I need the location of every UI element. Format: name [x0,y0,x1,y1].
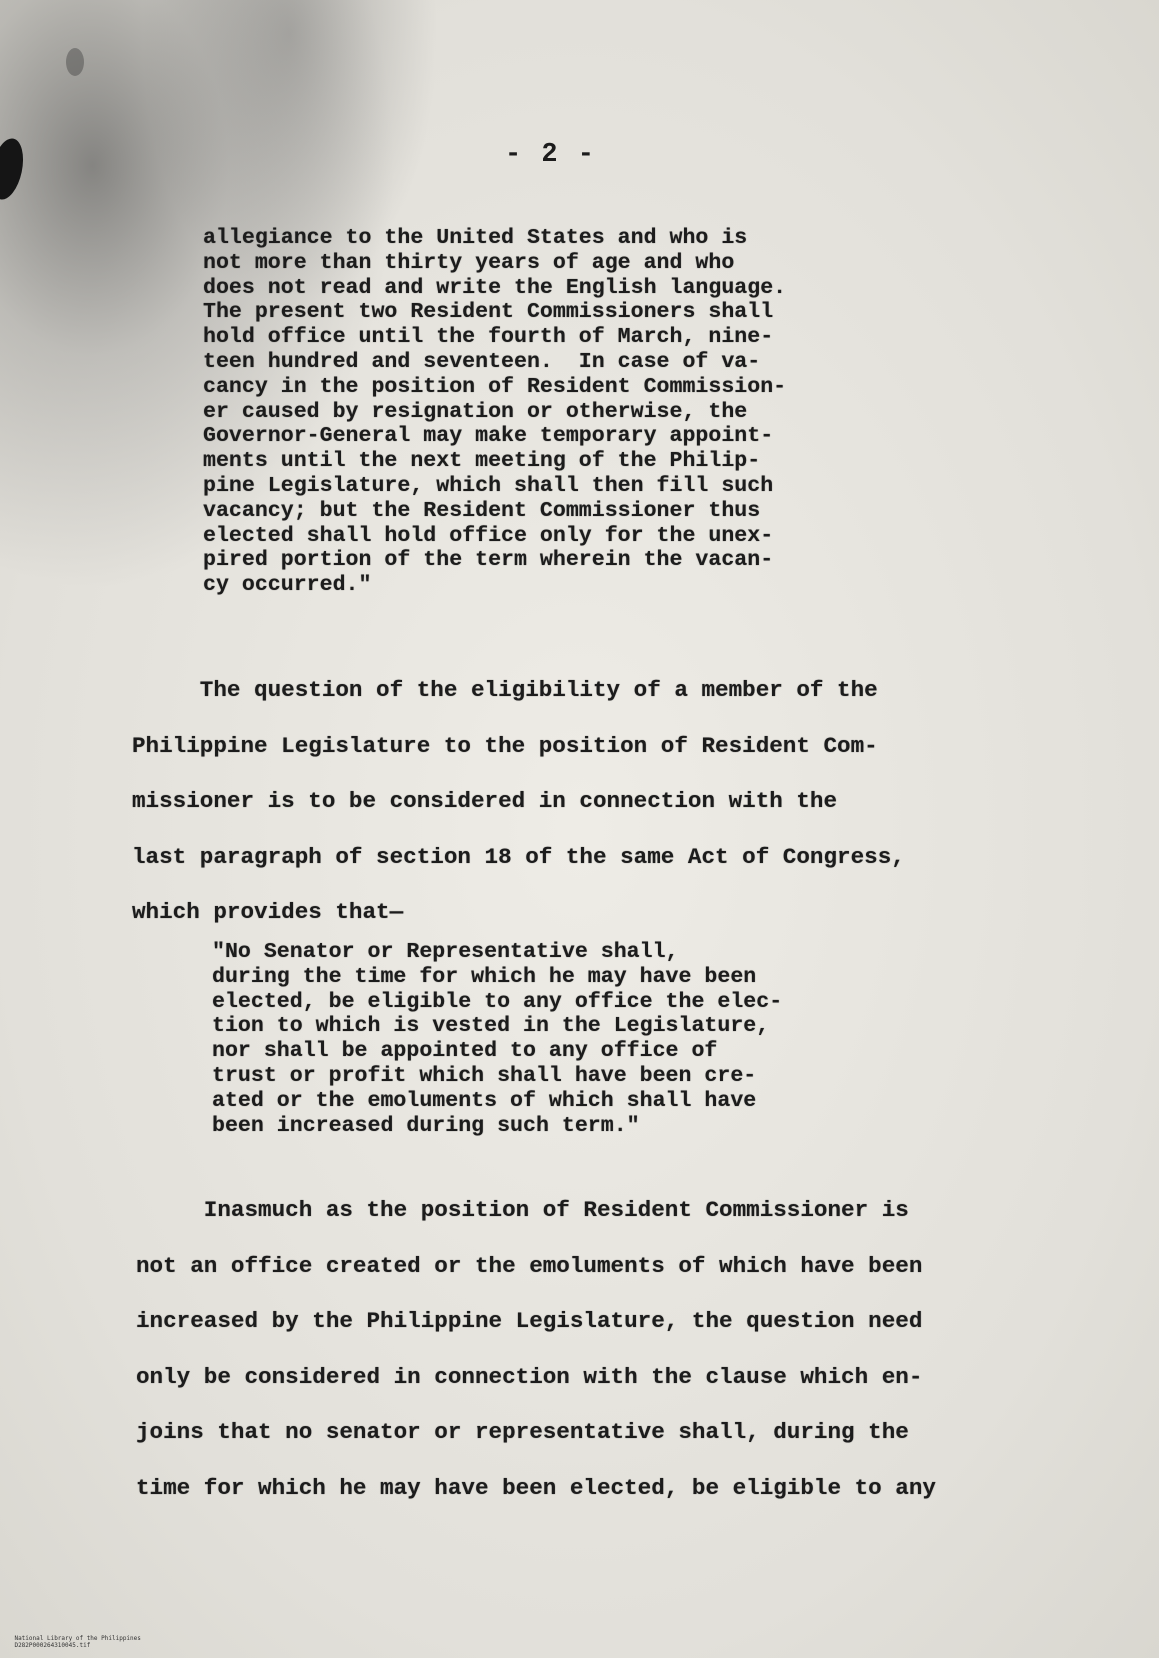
text-line: Philippine Legislature to the position of Resident Com- [132,732,878,759]
text-line: hold office until the fourth of March, nine- [203,325,774,350]
text-line: teen hundred and seventeen. In case of va- [203,349,761,374]
text-line: ments until the next meeting of the Philip- [203,449,761,474]
text-line: The present two Resident Commissioners shall [203,300,774,325]
text-line: does not read and write the English language. [203,275,787,300]
quote-block-2 [212,940,782,1138]
paragraph-1 [132,663,905,941]
footer-file-id: D282P000264310045.tif [14,1642,91,1649]
quote-block-1 [203,226,786,598]
text-line: pired portion of the term wherein the vacan- [203,548,774,573]
text-line: missioner is to be considered in connection with the [132,788,838,814]
text-line: time for which he may have been elected, be eligible to any [136,1474,936,1501]
text-line: elected, be eligible to any office the elec- [212,989,783,1014]
text-line: not an office created or the emoluments of which have been [136,1252,923,1279]
ink-blot [0,136,28,203]
text-line: only be considered in connection with the clause which en- [136,1363,923,1390]
text-line: trust or profit which shall have been cre- [212,1063,757,1088]
text-line: been increased during such term." [212,1113,640,1138]
text-line: not more than thirty years of age and who [203,250,735,275]
text-line: tion to which is vested in the Legislature, [212,1014,770,1039]
paragraph-2 [136,1183,936,1516]
text-line: cancy in the position of Resident Commission- [203,374,787,399]
text-line: nor shall be appointed to any office of [212,1039,718,1064]
text-line: "No Senator or Representative shall, [212,940,679,964]
text-line: Inasmuch as the position of Resident Commissioner is [136,1197,909,1223]
page-number: - 2 - [505,140,597,170]
footer-library: National Library of the Philippines [14,1635,141,1642]
text-line: vacancy; but the Resident Commissioner thus [203,498,761,523]
text-line: which provides that— [132,899,404,925]
text-line: cy occurred." [203,573,372,598]
text-line: joins that no senator or representative shall, during the [136,1419,909,1445]
text-line: elected shall hold office only for the unex- [203,523,774,548]
text-line: last paragraph of section 18 of the same Act of Congress, [132,843,905,870]
text-line: increased by the Philippine Legislature, the question need [136,1308,923,1334]
text-line: Governor-General may make temporary appoint- [203,424,774,449]
text-line: during the time for which he may have been [212,964,757,989]
text-line: pine Legislature, which shall then fill such [203,473,774,498]
text-line: er caused by resignation or otherwise, the [203,399,748,424]
ink-smudge [66,48,84,76]
text-line: ated or the emoluments of which shall have [212,1088,757,1113]
text-line: The question of the eligibility of a member of the [132,677,878,703]
archive-footer [0,1628,161,1656]
text-line: allegiance to the United States and who is [203,226,748,250]
